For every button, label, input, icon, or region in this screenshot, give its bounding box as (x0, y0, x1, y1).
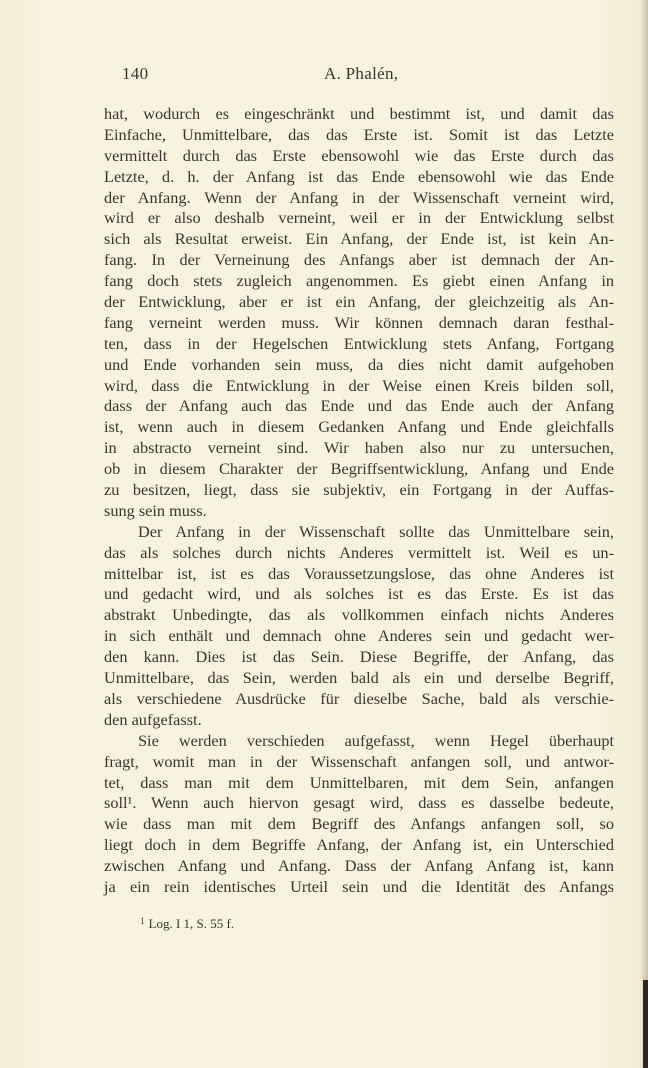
text-line: den kann. Dies ist das Sein. Diese Begriffe, der Anfang, das (104, 647, 614, 667)
text-line: Der Anfang in der Wissenschaft sollte das Unmittelbare sein, (138, 521, 614, 541)
text-line: der Entwicklung, aber er ist ein Anfang, der gleichzeitig als An- (104, 292, 614, 312)
text-line: wird er also deshalb verneint, weil er in der Entwicklung selbst (104, 208, 614, 228)
text-line: sich als Resultat erweist. Ein Anfang, der Ende ist, ist kein An- (104, 229, 614, 249)
text-line: ob in diesem Charakter der Begriffsentwicklung, Anfang und Ende (104, 459, 614, 479)
text-line: fang. In der Verneinung des Anfangs aber ist demnach der An- (104, 250, 614, 270)
text-line: als verschiedene Ausdrücke für dieselbe Sache, bald als verschie- (104, 688, 614, 708)
text-line: liegt doch in dem Begriffe Anfang, der Anfang ist, ein Unterschied (104, 835, 614, 855)
text-line: und gedacht wird, und als solches ist es das Erste. Es ist das (104, 584, 614, 604)
text-line: der Anfang. Wenn der Anfang in der Wissenschaft verneint wird, (104, 187, 614, 207)
text-line: Letzte, d. h. der Anfang ist das Ende ebensowohl wie das Ende (104, 166, 614, 186)
body-text (104, 104, 614, 898)
footnote-marker: 1 (140, 916, 145, 926)
text-line: in abstracto verneint sind. Wir haben also nur zu untersuchen, (104, 438, 614, 458)
text-line: vermittelt durch das Erste ebensowohl wie das Erste durch das (104, 145, 614, 165)
page-header (122, 64, 399, 90)
text-line: den aufgefasst. (104, 709, 202, 729)
text-line: ist, wenn auch in diesem Gedanken Anfang und Ende gleichfalls (104, 417, 614, 437)
text-line: in sich enthält und demnach ohne Anderes sein und gedacht wer- (104, 626, 614, 646)
text-line: Einfache, Unmittelbare, das das Erste ist. Somit ist das Letzte (104, 124, 614, 144)
text-line: ten, dass in der Hegelschen Entwicklung stets Anfang, Fortgang (104, 333, 614, 353)
text-line: Unmittelbare, das Sein, werden bald als ein und derselbe Begriff, (104, 668, 614, 688)
text-line: tet, dass man mit dem Unmittelbaren, mit dem Sein, anfangen (104, 772, 614, 792)
text-line: das als solches durch nichts Anderes vermittelt ist. Weil es un- (104, 542, 614, 562)
page-edge-shadow (640, 0, 648, 1068)
text-line: fang verneint werden muss. Wir können demnach daran festhal- (104, 312, 614, 332)
footnote (140, 912, 234, 933)
page-edge-binding (643, 980, 648, 1068)
text-line: dass der Anfang auch das Ende und das Ende auch der Anfang (104, 396, 614, 416)
page-number: 140 (122, 64, 149, 83)
text-line: sung sein muss. (104, 500, 207, 520)
text-line: wie dass man mit dem Begriff des Anfangs anfangen soll, so (104, 814, 614, 834)
text-line: mittelbar ist, ist es das Voraussetzungslose, das ohne Anderes ist (104, 563, 614, 583)
text-line: zwischen Anfang und Anfang. Dass der Anfang Anfang ist, kann (104, 856, 614, 876)
text-line: Sie werden verschieden aufgefasst, wenn Hegel überhaupt (138, 730, 614, 750)
footnote-text: Log. I 1, S. 55 f. (148, 916, 235, 931)
text-line: und Ende vorhanden sein muss, da dies nicht damit aufgehoben (104, 354, 614, 374)
text-line: zu besitzen, liegt, dass sie subjektiv, ein Fortgang in der Auffas- (104, 480, 614, 500)
text-line: fragt, womit man in der Wissenschaft anfangen soll, und antwor- (104, 751, 614, 771)
text-line: soll¹. Wenn auch hiervon gesagt wird, dass es dasselbe bedeute, (104, 793, 614, 813)
text-line: hat, wodurch es eingeschränkt und bestimmt ist, und damit das (104, 104, 614, 123)
text-line: wird, dass die Entwicklung in der Weise einen Kreis bilden soll, (104, 375, 614, 395)
text-line: fang doch stets zugleich angenommen. Es giebt einen Anfang in (104, 271, 614, 291)
text-line: ja ein rein identisches Urteil sein und die Identität des Anfangs (104, 876, 614, 896)
text-line: abstrakt Unbedingte, das als vollkommen einfach nichts Anderes (104, 605, 614, 625)
running-head: A. Phalén, (324, 64, 399, 83)
